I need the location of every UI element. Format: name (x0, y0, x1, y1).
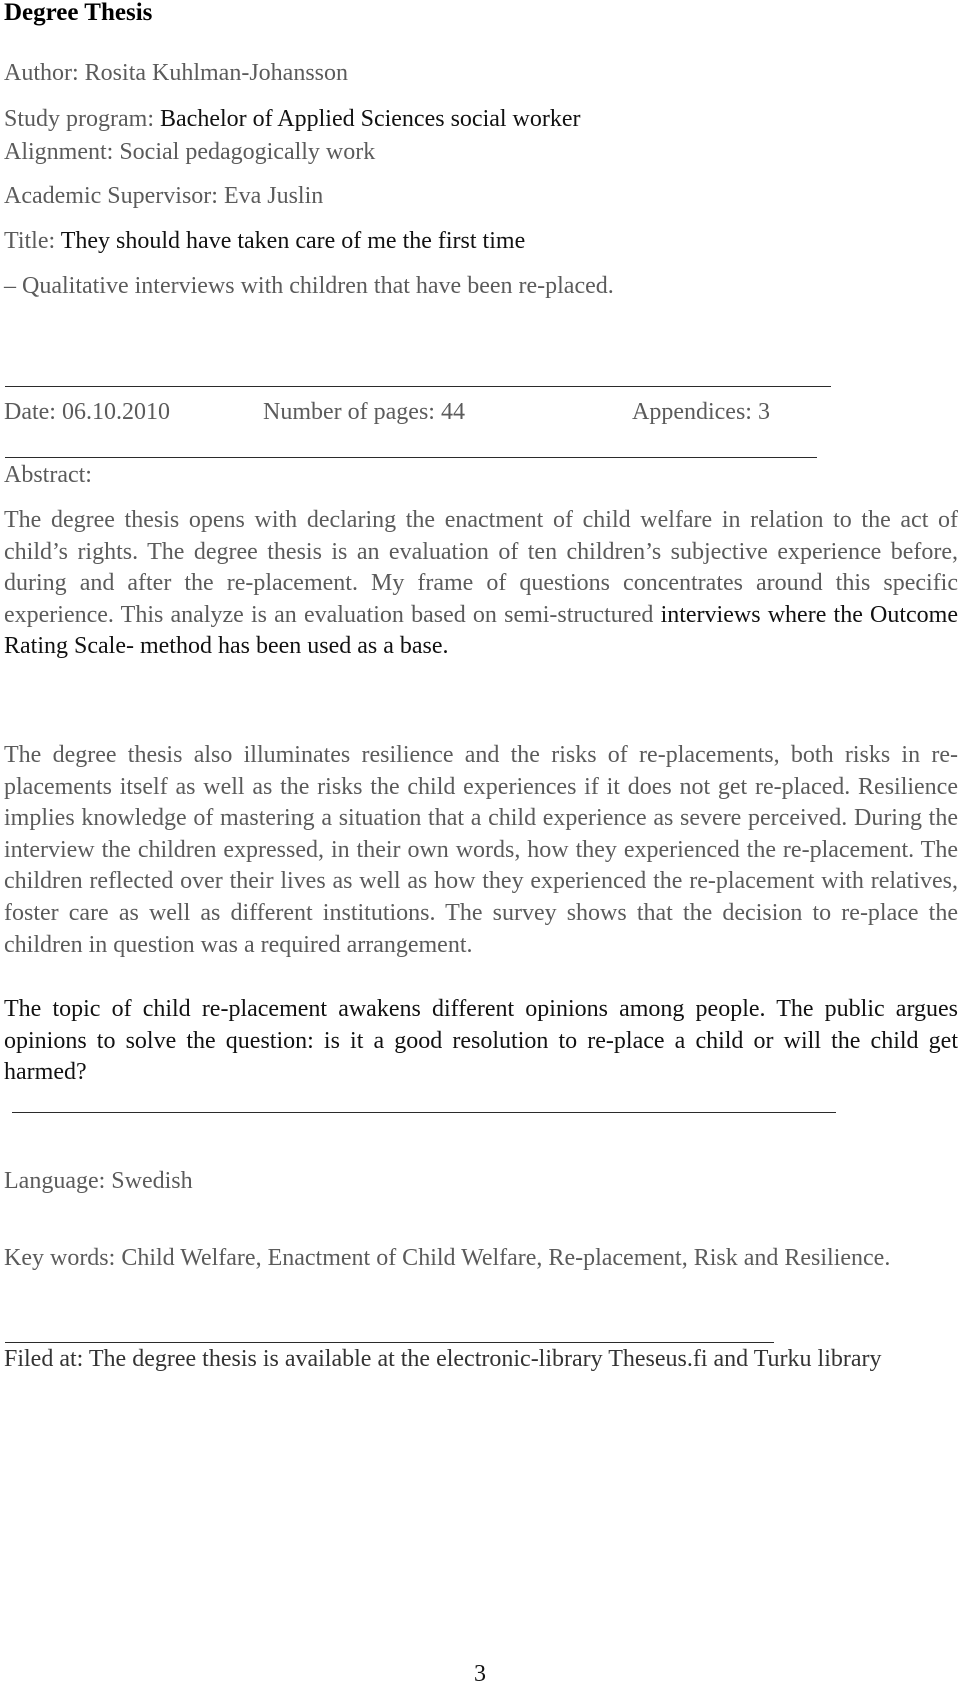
subtitle-line: – Qualitative interviews with children that have been re-placed. (4, 273, 614, 299)
supervisor-line: Academic Supervisor: Eva Juslin (4, 183, 324, 209)
keywords-line: Key words: Child Welfare, Enactment of Child Welfare, Re-placement, Risk and Resilience. (4, 1245, 891, 1271)
author-label: Author: (4, 60, 85, 86)
title-label: Title: (4, 228, 61, 254)
title-value: They should have taken care of me the first time (60, 228, 526, 254)
abstract-paragraph-2: The degree thesis also illuminates resilience and the risks of re-placements, both risks in re-placements itself as well as the risks the child experiences if it does not get re-placed. Resilience implies knowledge of mastering a situation that a child experience as severe perceived. During the interview the children expressed, in their own words, how they experienced the re-placement. The children reflected over their lives as well as how they experienced the re-placement with relatives, foster care as well as different institutions. The survey shows that the decision to re-place the children in question was a required arrangement. (4, 742, 958, 958)
divider-abstract (5, 457, 817, 458)
author-name: Rosita Kuhlman-Johansson (84, 60, 348, 86)
abstract-p1-tail: interviews where the Outcome Rating Scale- method has been used as a base. (4, 601, 958, 660)
study-program-label: Study program: (4, 106, 160, 132)
abstract-paragraph-1 (4, 505, 958, 663)
title-line (4, 226, 525, 256)
appendices-field: Appendices: 3 (632, 399, 770, 425)
divider-top (5, 386, 831, 387)
pages-field: Number of pages: 44 (263, 399, 465, 425)
alignment-line: Alignment: Social pedagogically work (4, 139, 376, 165)
language-line: Language: Swedish (4, 1168, 193, 1194)
page-heading: Degree Thesis (4, 0, 153, 26)
divider-bottom (12, 1112, 836, 1113)
filed-at-line: Filed at: The degree thesis is available at the electronic-library Theseus.fi and Turku library (4, 1346, 882, 1372)
abstract-p1-text: The degree thesis opens with declaring the enactment of child welfare in relation to the act of child’s rights. The degree thesis is an evaluation of ten children’s subjective experience before, during and after the re-placement. My frame of questions concentrates around this specific experience. This analyze is an evaluation based on semi-structured (4, 507, 958, 628)
abstract-label: Abstract: (4, 462, 92, 488)
divider-filed (5, 1342, 774, 1343)
page-number: 3 (474, 1661, 486, 1687)
abstract-paragraph-3: The topic of child re-placement awakens different opinions among people. The public argues opinions to solve the question: is it a good resolution to re-place a child or will the child get harmed? (4, 996, 958, 1086)
author-line (4, 58, 348, 88)
study-program-value: Bachelor of Applied Sciences social worker (160, 106, 581, 132)
study-program-line (4, 104, 581, 134)
date-field: Date: 06.10.2010 (4, 399, 170, 425)
